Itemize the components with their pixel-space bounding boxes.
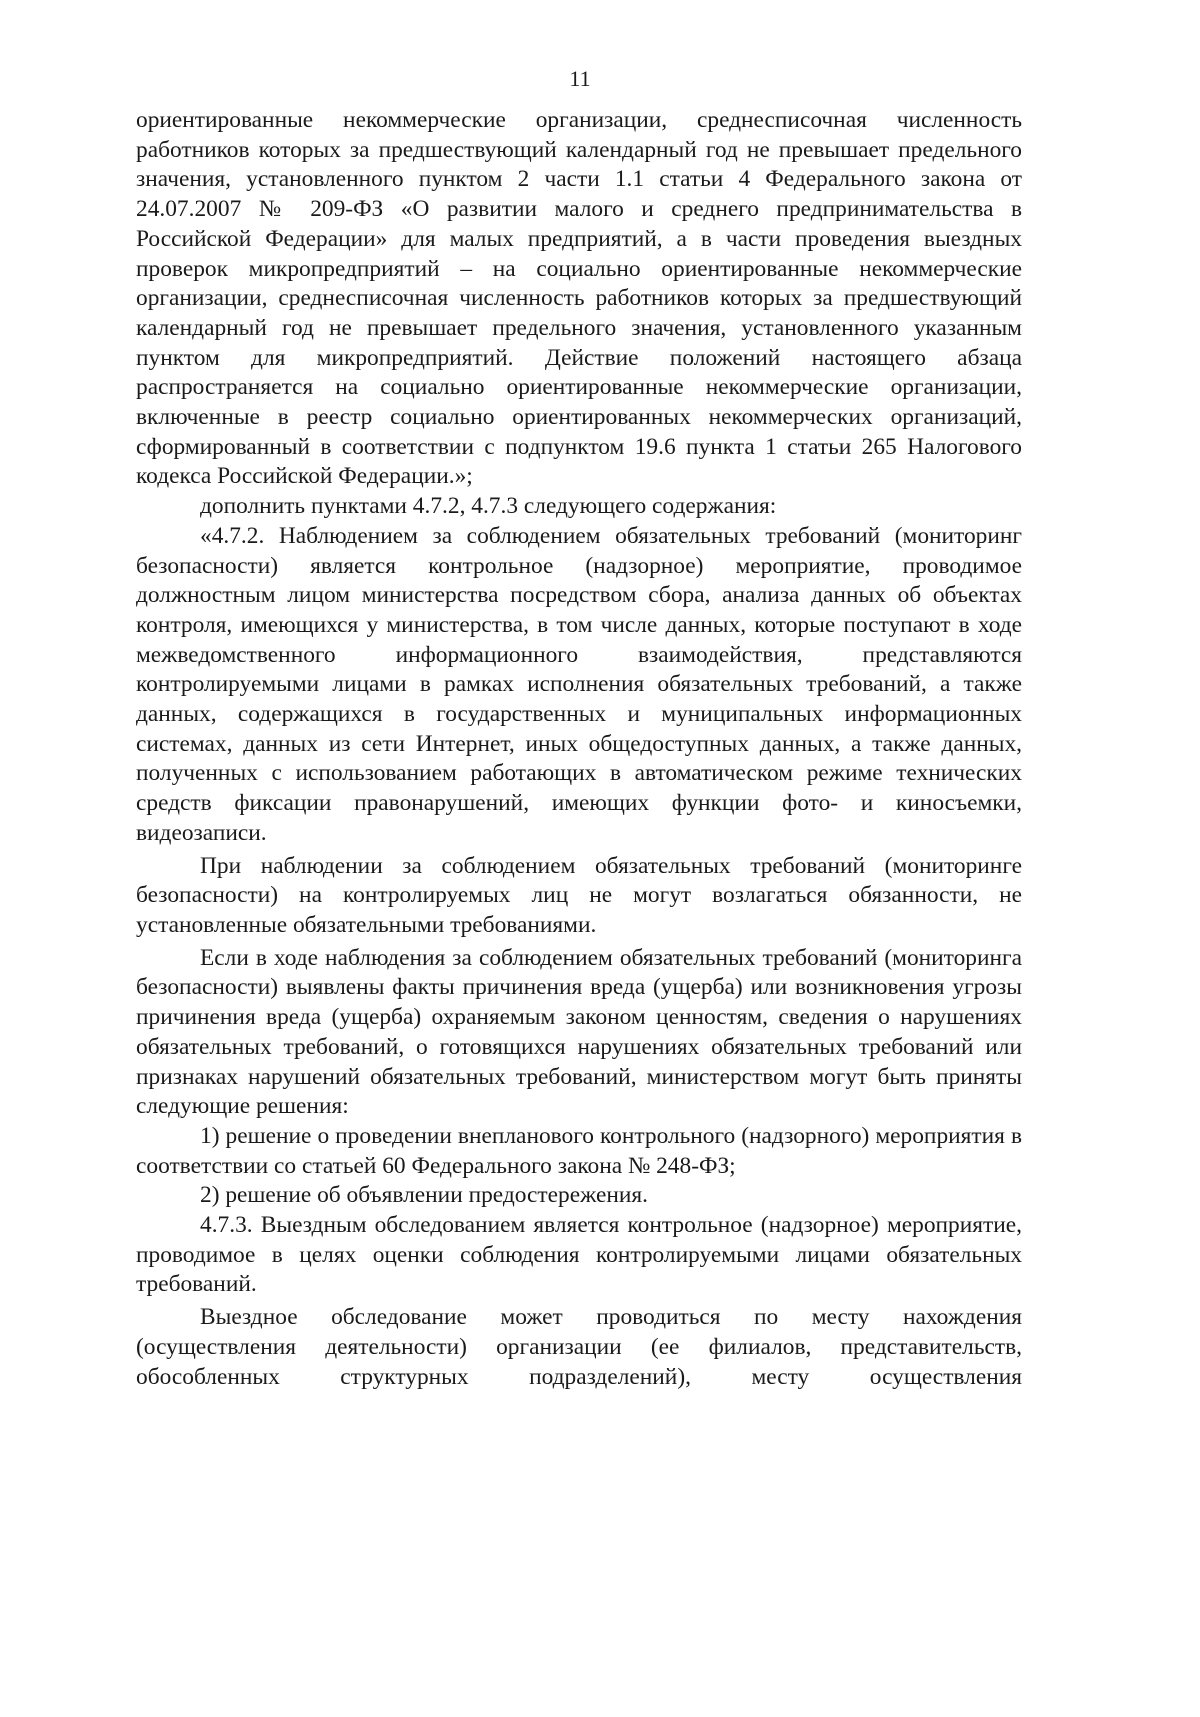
paragraph-amendment-intro: дополнить пунктами 4.7.2, 4.7.3 следующего содержания: (200, 493, 777, 520)
paragraph-4-7-2: «4.7.2. Наблюдением за соблюдением обязательных требований (мониторинг безопасности) является контрольное (надзорное) мероприятие, проводимое должностным лицом министерства посредством сбора, анализа данных об объектах контроля, имеющихся у министерства, в том числе данных, которые поступают в ходе межведомственного информационного взаимодействия, представляются контролируемыми лицами в рамках исполнения обязательных требований, а также данных, содержащихся в государственных и муниципальных информационных системах, данных из сети Интернет, иных общедоступных данных, а также данных, полученных с использованием работающих в автоматическом режиме технических средств фиксации правонарушений, имеющих функции фото- и киносъемки, видеозаписи. (136, 522, 1022, 846)
document-body (136, 106, 1022, 1392)
paragraph-site-inspection: Выездное обследование может проводиться по месту нахождения (осуществления деятельности) организации (ее филиалов, представительств, обособленных структурных подразделений), месту осуществления (136, 1304, 1022, 1390)
paragraph-continuation: ориентированные некоммерческие организации, среднесписочная численность работников которых за предшествующий календарный год не превышает предельного значения, установленного пунктом 2 части 1.1 статьи 4 Федерального закона от 24.07.2007 № 209-ФЗ «О развитии малого и среднего предпринимательства в Российской Федерации» для малых предприятий, а в части проведения выездных проверок микропредприятий – на социально ориентированные некоммерческие организации, среднесписочная численность работников которых за предшествующий календарный год не превышает предельного значения, установленного указанным пунктом для микропредприятий. Действие положений настоящего абзаца распространяется на социально ориентированные некоммерческие организации, включенные в реестр социально ориентированных некоммерческих организаций, сформированный в соответствии с подпунктом 19.6 пункта 1 статьи 265 Налогового кодекса Российской Федерации.»; (136, 107, 1022, 490)
paragraph-4-7-3: 4.7.3. Выездным обследованием является контрольное (надзорное) мероприятие, проводимое в целях оценки соблюдения контролируемыми лицами обязательных требований. (136, 1212, 1022, 1298)
paragraph-monitoring-findings: Если в ходе наблюдения за соблюдением обязательных требований (мониторинга безопасности) выявлены факты причинения вреда (ущерба) или возникновения угрозы причинения вреда (ущерба) охраняемым законом ценностям, сведения о нарушениях обязательных требований, о готовящихся нарушениях обязательных требований или признаках нарушений обязательных требований, министерством могут быть приняты следующие решения: (136, 944, 1022, 1120)
list-item-decision-1: 1) решение о проведении внепланового контрольного (надзорного) мероприятия в соответствии со статьей 60 Федерального закона № 248-ФЗ; (136, 1122, 1022, 1179)
page-number: 11 (569, 66, 591, 91)
paragraph-monitoring-obligations: При наблюдении за соблюдением обязательных требований (мониторинге безопасности) на контролируемых лиц не могут возлагаться обязанности, не установленные обязательными требованиями. (136, 852, 1022, 938)
list-item-decision-2: 2) решение об объявлении предостережения. (200, 1182, 648, 1209)
